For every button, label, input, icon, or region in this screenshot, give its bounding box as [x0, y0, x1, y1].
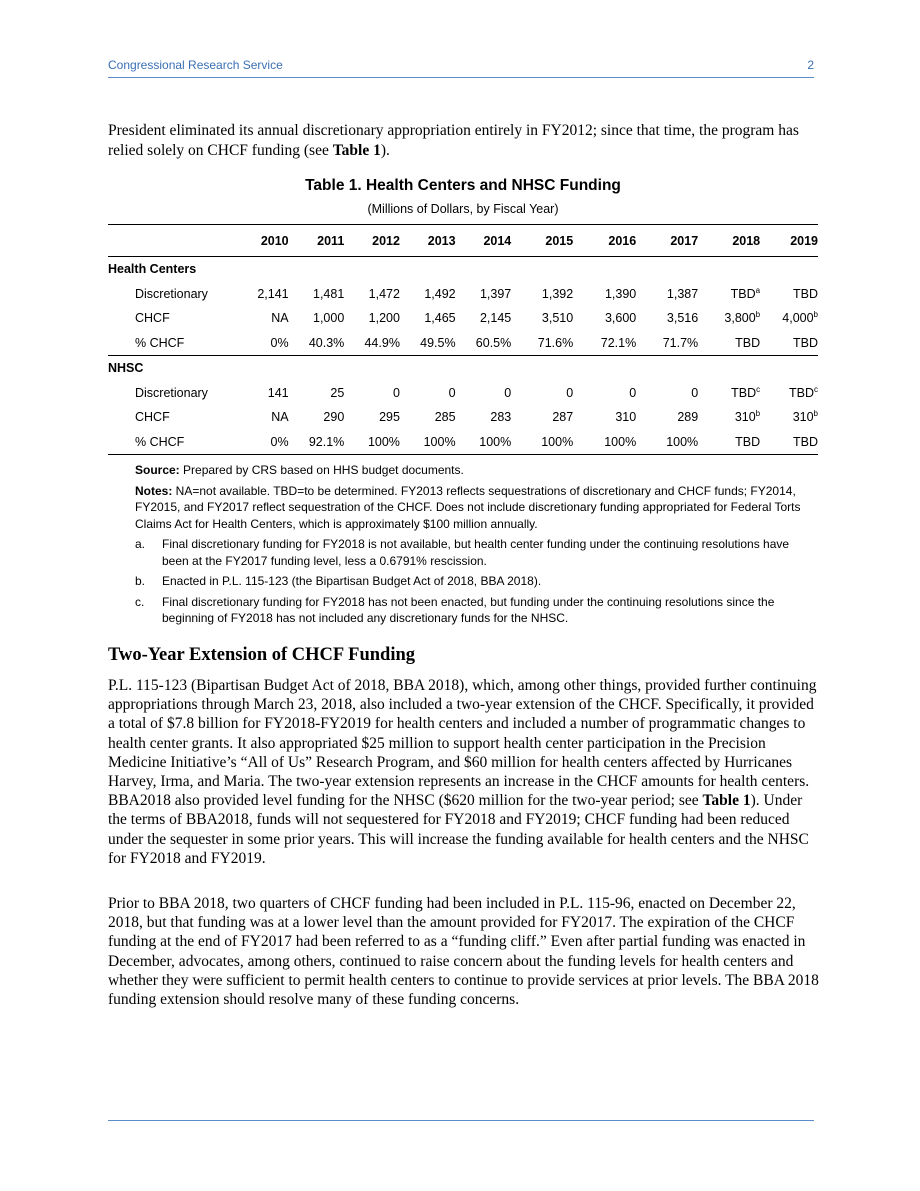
- footer-rule: [108, 1120, 814, 1121]
- cell-value: 3,510: [541, 311, 574, 326]
- table-cell: [232, 430, 289, 455]
- table-cell: [344, 405, 400, 430]
- footnote-mark: b.: [135, 574, 146, 588]
- table-cell: [760, 306, 818, 331]
- table-subtitle: (Millions of Dollars, by Fiscal Year): [367, 202, 559, 216]
- table-cell: [573, 405, 636, 430]
- footnote-text: Enacted in P.L. 115-123 (the Bipartisan Budget Act of 2018, BBA 2018).: [162, 574, 542, 588]
- source-label: Source:: [135, 463, 180, 477]
- table-row: [108, 331, 818, 356]
- table-cell: [456, 282, 512, 307]
- table-cell: [400, 405, 456, 430]
- row-label: CHCF: [135, 311, 170, 326]
- notes-text: NA=not available. TBD=to be determined. FY2013 reflects sequestrations of discretionary and CHCF funds; FY2014, FY2015, and FY2017 reflect sequestration of the CHCF. Does not include discretionary funding appropriated for Federal Torts Claims Act for Health Centers, which is approximately $100 million annually.: [135, 483, 801, 531]
- table-cell: [511, 405, 573, 430]
- cell-value: 2,145: [479, 311, 512, 326]
- cell-value: 0%: [270, 434, 289, 449]
- cell-value: 100%: [604, 434, 637, 449]
- group-label: Health Centers: [108, 262, 197, 277]
- header-rule: [108, 77, 814, 78]
- cell-value: 25: [330, 385, 345, 400]
- cell-value: 289: [677, 410, 699, 425]
- footnote-c: [135, 594, 815, 627]
- group-row: [108, 356, 818, 381]
- table-cell: [289, 282, 345, 307]
- cell-value: 71.6%: [537, 335, 574, 350]
- table-cell: [232, 306, 289, 331]
- footnote-ref: b: [813, 409, 818, 419]
- section-heading: Two-Year Extension of CHCF Funding: [108, 645, 415, 665]
- table-cell: [698, 331, 760, 356]
- table-cell: [511, 430, 573, 455]
- cell-value: 3,800: [724, 311, 756, 326]
- cell-value: 100%: [423, 434, 456, 449]
- cell-value: 49.5%: [420, 335, 456, 350]
- footnote-a: [135, 536, 815, 569]
- year-header: 2016: [573, 225, 636, 257]
- footnote-ref: c: [756, 384, 761, 394]
- cell-value: 1,472: [368, 286, 400, 301]
- cell-value: 72.1%: [600, 335, 637, 350]
- cell-value: 0: [566, 385, 574, 400]
- table-cell: [698, 282, 760, 307]
- group-label: NHSC: [108, 356, 818, 381]
- table-cell: [456, 430, 512, 455]
- table-cell: [232, 282, 289, 307]
- cell-value: 44.9%: [364, 335, 400, 350]
- row-label: Discretionary: [135, 286, 208, 301]
- cell-value: 60.5%: [475, 335, 512, 350]
- page-number: 2: [807, 58, 814, 72]
- cell-value: 1,387: [666, 286, 699, 301]
- table-cell: [344, 331, 400, 356]
- table-cell: [289, 331, 345, 356]
- table-cell: [636, 282, 698, 307]
- notes-text-block: [135, 483, 815, 533]
- cell-value: 0: [392, 385, 400, 400]
- table-cell: [289, 381, 345, 406]
- footnote-ref: a: [755, 285, 761, 295]
- cell-value: 4,000: [782, 311, 814, 326]
- table-cell: [232, 381, 289, 406]
- table-row: [108, 282, 818, 307]
- table-cell: [344, 282, 400, 307]
- header-blank: [108, 225, 232, 257]
- table-cell: [760, 430, 818, 455]
- table-reference: Table 1: [332, 142, 381, 159]
- group-row: [108, 257, 818, 282]
- table-cell: [698, 381, 760, 406]
- cell-value: 1,000: [313, 311, 345, 326]
- table-cell: [456, 331, 512, 356]
- table-notes: [135, 462, 815, 631]
- cell-value: 100%: [367, 434, 400, 449]
- cell-value: 310: [792, 410, 814, 425]
- table-cell: [636, 430, 698, 455]
- year-header: 2015: [511, 225, 573, 257]
- cell-value: 100%: [666, 434, 699, 449]
- cell-value: TBD: [793, 286, 818, 301]
- table-cell: [511, 282, 573, 307]
- cell-value: TBD: [735, 434, 761, 449]
- cell-value: NA: [271, 410, 289, 425]
- table-cell: [232, 405, 289, 430]
- table-cell: [400, 430, 456, 455]
- table-cell: [573, 381, 636, 406]
- table-cell: [573, 430, 636, 455]
- table-cell: [636, 306, 698, 331]
- row-label: Discretionary: [135, 385, 208, 400]
- cell-value: TBD: [789, 385, 814, 400]
- table-row: [108, 405, 818, 430]
- cell-value: 0: [629, 385, 637, 400]
- cell-value: 1,492: [424, 286, 456, 301]
- cell-value: 0: [504, 385, 512, 400]
- paragraph-text: P.L. 115-123 (Bipartisan Budget Act of 2018, BBA 2018), which, among other things, provided further continuing appropriations through March 23, 2018, also included a two-year extension of the CHCF. Specifically, it provided a total of $7.8 billion for FY2018-FY2019 for health centers and included a number of programmatic changes to health center grants. It also appropriated $25 million to support health center participation in the Precision Medicine Initiative’s “All of Us” Research Program, and $60 million for health centers affected by Hurricanes Harvey, Irma, and Maria. The two-year extension represents an increase in the CHCF amounts for health centers. BBA2018 also provided level funding for the NHSC ($620 million for the two-year period; see: [108, 677, 817, 810]
- table-cell: [400, 381, 456, 406]
- intro-text-end: ).: [380, 142, 390, 159]
- footnote-ref: b: [755, 310, 761, 320]
- cell-value: 92.1%: [308, 434, 345, 449]
- table-cell: [344, 306, 400, 331]
- table-reference: Table 1: [702, 792, 751, 810]
- cell-value: 71.7%: [662, 335, 699, 350]
- table-cell: [456, 405, 512, 430]
- cell-value: 2,141: [257, 286, 289, 301]
- table-cell: [400, 331, 456, 356]
- table-row: [108, 306, 818, 331]
- row-label: CHCF: [135, 410, 170, 425]
- section-paragraph-1: [108, 676, 820, 868]
- cell-value: TBD: [735, 335, 761, 350]
- page-header: [108, 58, 814, 76]
- table-header-row: [108, 225, 818, 257]
- cell-value: 290: [323, 410, 345, 425]
- intro-text: President eliminated its annual discretionary appropriation entirely in FY2012; since that time, the program has relied solely on CHCF funding (see: [108, 122, 799, 159]
- footnote-mark: c.: [135, 594, 145, 609]
- paragraph-text: ). Under the terms of BBA2018, funds will not sequestered for FY2018 and FY2019; CHCF funding had been reduced under the sequester in some prior years. This will increase the funding available for health centers and the NHSC for FY2018 and FY2019.: [108, 792, 809, 867]
- footnote-mark: a.: [135, 537, 146, 551]
- notes-label: Notes:: [135, 483, 173, 498]
- table-cell: [760, 282, 818, 307]
- cell-value: 0: [691, 385, 699, 400]
- year-header: 2017: [636, 225, 698, 257]
- footnote-text: Final discretionary funding for FY2018 has not been enacted, but funding under the continuing resolutions since the beginning of FY2018 has not included any discretionary funds for the NHSC.: [162, 594, 775, 625]
- cell-value: 1,465: [424, 311, 456, 326]
- cell-value: 100%: [479, 434, 512, 449]
- cell-value: 310: [615, 410, 637, 425]
- cell-value: TBD: [730, 286, 756, 301]
- cell-value: TBD: [793, 434, 818, 449]
- table-title: Table 1. Health Centers and NHSC Funding: [305, 177, 621, 194]
- cell-value: 1,397: [479, 286, 512, 301]
- year-header: 2018: [698, 225, 760, 257]
- cell-value: 141: [267, 385, 289, 400]
- table-cell: [232, 331, 289, 356]
- cell-value: 3,600: [604, 311, 637, 326]
- cell-value: 1,481: [313, 286, 345, 301]
- table-cell: [344, 430, 400, 455]
- table-cell: [760, 405, 818, 430]
- row-label: % CHCF: [108, 430, 232, 455]
- table-cell: [573, 306, 636, 331]
- year-header: 2010: [232, 225, 289, 257]
- footnote-ref: b: [755, 409, 761, 419]
- header-publisher: Congressional Research Service: [108, 58, 283, 72]
- cell-value: 310: [734, 410, 756, 425]
- section-paragraph-2: Prior to BBA 2018, two quarters of CHCF funding had been included in P.L. 115-96, enacted on December 22, 2018, but that funding was at a lower level than the amount provided for FY2017. The expiration of the CHCF funding at the end of FY2017 had been referred to as a “funding cliff.” Even after partial funding was enacted in December, advocates, among others, continued to raise concern about the funding levels for health centers and whether they were sufficient to permit health centers to continue to provide services at prior levels. The BBA 2018 funding extension should resolve many of these funding concerns.: [108, 895, 819, 1009]
- cell-value: 1,200: [368, 311, 400, 326]
- footnote-ref: c: [814, 384, 818, 394]
- table-cell: [456, 306, 512, 331]
- footnote-b: [135, 573, 815, 590]
- table-cell: [400, 282, 456, 307]
- row-label: % CHCF: [135, 335, 185, 350]
- footnote-ref: b: [813, 310, 818, 320]
- table-cell: [636, 331, 698, 356]
- year-header: 2019: [760, 225, 818, 257]
- table-cell: [400, 306, 456, 331]
- cell-value: NA: [271, 311, 289, 326]
- cell-value: TBD: [793, 335, 818, 350]
- year-header: 2012: [344, 225, 400, 257]
- table-cell: [344, 381, 400, 406]
- cell-value: 100%: [541, 434, 574, 449]
- cell-value: 40.3%: [308, 335, 345, 350]
- table-cell: [289, 405, 345, 430]
- source-text: Prepared by CRS based on HHS budget documents.: [179, 463, 464, 477]
- table-cell: [698, 405, 760, 430]
- table-row: [108, 381, 818, 406]
- footnote-text: Final discretionary funding for FY2018 is not available, but health center funding under the continuing resolutions have been at the FY2017 funding level, less a 0.6791% rescission.: [162, 537, 790, 568]
- year-header: 2013: [400, 225, 456, 257]
- source-note: [135, 462, 815, 479]
- table-cell: [636, 381, 698, 406]
- table-cell: [289, 430, 345, 455]
- cell-value: 1,390: [604, 286, 637, 301]
- table-cell: [511, 331, 573, 356]
- cell-value: 0%: [270, 335, 289, 350]
- cell-value: 283: [490, 410, 512, 425]
- table-cell: [573, 282, 636, 307]
- table-cell: [698, 306, 760, 331]
- cell-value: 1,392: [541, 286, 574, 301]
- table-cell: [511, 381, 573, 406]
- intro-paragraph: [108, 121, 818, 161]
- funding-table: [108, 224, 818, 455]
- cell-value: 0: [448, 385, 456, 400]
- cell-value: 3,516: [666, 311, 699, 326]
- cell-value: TBD: [731, 385, 757, 400]
- table-cell: [289, 306, 345, 331]
- table-cell: [698, 430, 760, 455]
- table-row: [108, 430, 818, 455]
- cell-value: 287: [552, 410, 574, 425]
- table-cell: [760, 381, 818, 406]
- table-cell: [636, 405, 698, 430]
- table-cell: [456, 381, 512, 406]
- cell-value: 295: [379, 410, 400, 425]
- table-cell: [573, 331, 636, 356]
- table-cell: [511, 306, 573, 331]
- year-header: 2014: [456, 225, 512, 257]
- year-header: 2011: [289, 225, 345, 257]
- table-cell: [760, 331, 818, 356]
- cell-value: 285: [434, 410, 456, 425]
